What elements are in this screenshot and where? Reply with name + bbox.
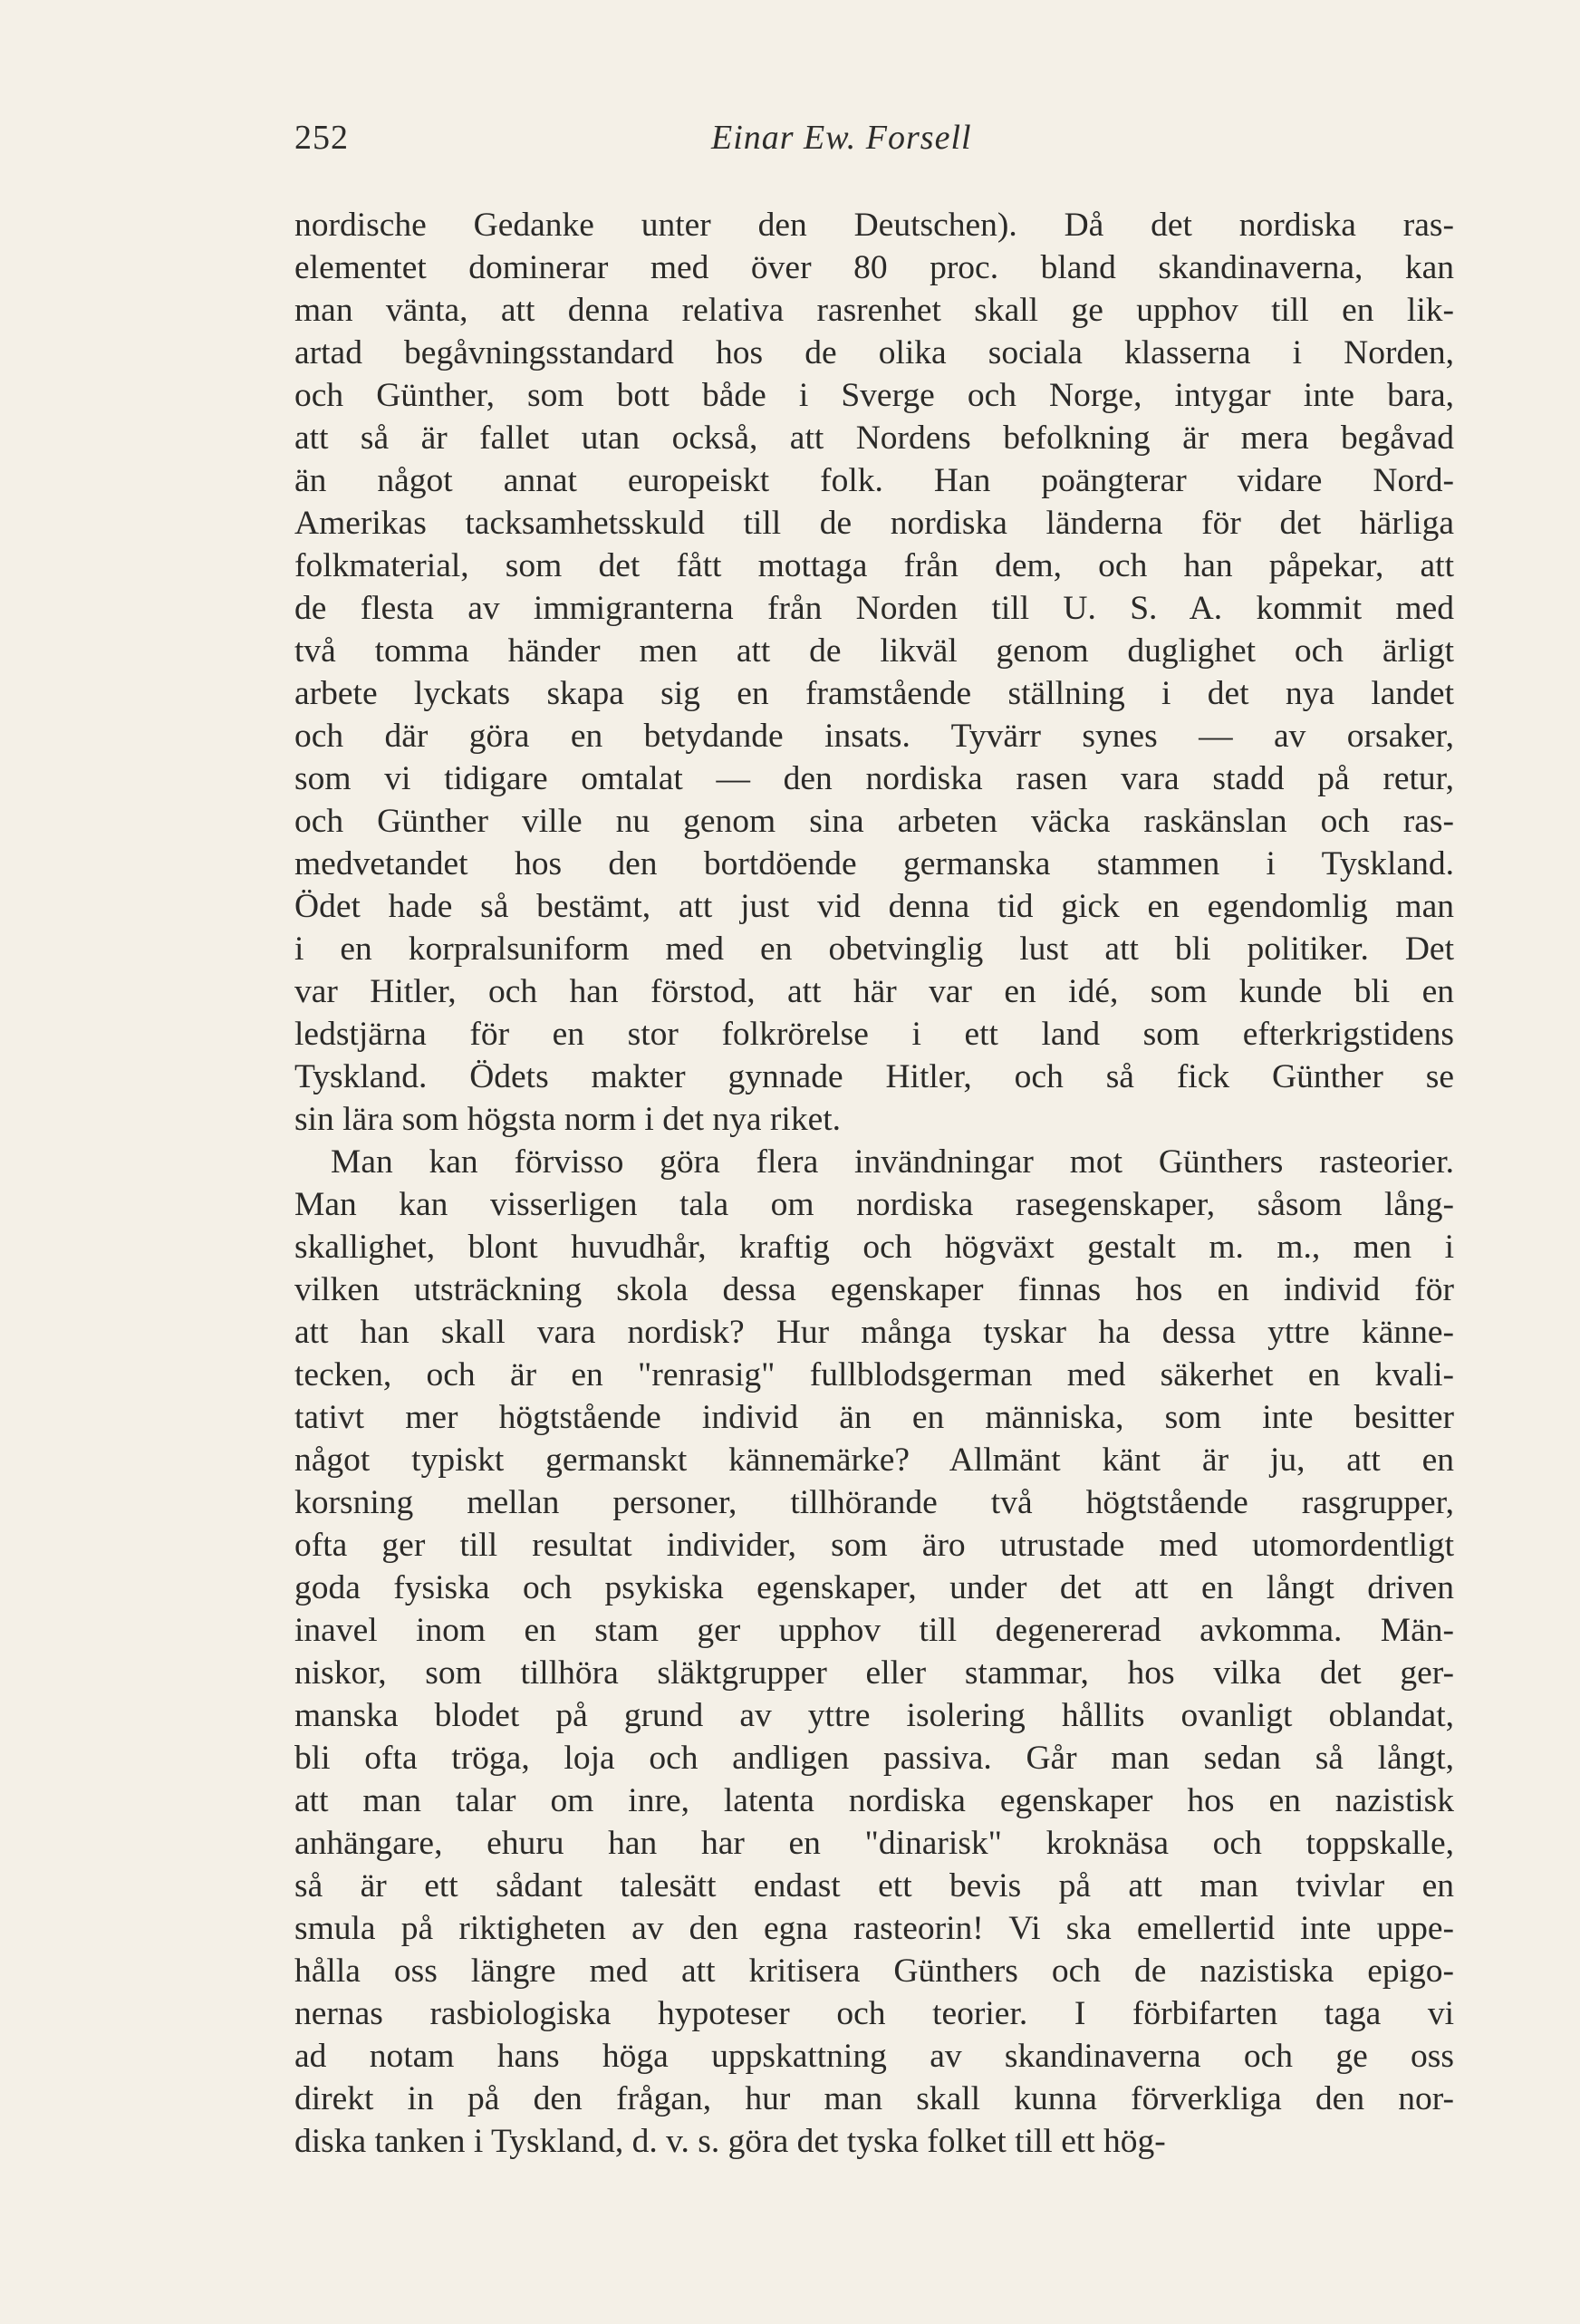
text-line: de flesta av immigranterna från Norden till U. S. A. kommit med bbox=[294, 590, 1454, 627]
text-line: ledstjärna för en stor folkrörelse i ett land som efterkrigstidens bbox=[294, 1016, 1454, 1053]
text-line: korsning mellan personer, tillhörande två högtstående rasgrupper, bbox=[294, 1484, 1454, 1521]
text-line: direkt in på den frågan, hur man skall kunna förverkliga den nor- bbox=[294, 2080, 1454, 2117]
paragraph bbox=[294, 1141, 1454, 2163]
text-line: folkmaterial, som det fått mottaga från dem, och han påpekar, att bbox=[294, 547, 1454, 584]
text-line: att så är fallet utan också, att Nordens befolkning är mera begåvad bbox=[294, 419, 1454, 457]
text-line: medvetandet hos den bortdöende germanska stammen i Tyskland. bbox=[294, 845, 1454, 882]
text-line: och Günther, som bott både i Sverge och Norge, intygar inte bara, bbox=[294, 377, 1454, 414]
text-line: hålla oss längre med att kritisera Günthers och de nazistiska epigo- bbox=[294, 1953, 1454, 1990]
text-line: ofta ger till resultat individer, som äro utrustade med utomordentligt bbox=[294, 1527, 1454, 1564]
text-line: Man kan förvisso göra flera invändningar mot Günthers rasteorier. bbox=[331, 1143, 1454, 1181]
text-line: tativt mer högtstående individ än en människa, som inte besitter bbox=[294, 1399, 1454, 1436]
text-line: Amerikas tacksamhetsskuld till de nordiska länderna för det härliga bbox=[294, 505, 1454, 542]
text-line: bli ofta tröga, loja och andligen passiva. Går man sedan så långt, bbox=[294, 1740, 1454, 1777]
text-line: goda fysiska och psykiska egenskaper, under det att en långt driven bbox=[294, 1569, 1454, 1606]
text-line: än något annat europeiskt folk. Han poängterar vidare Nord- bbox=[294, 462, 1454, 499]
text-line: anhängare, ehuru han har en "dinarisk" kroknäsa och toppskalle, bbox=[294, 1825, 1454, 1862]
text-line: något typiskt germanskt kännemärke? Allmänt känt är ju, att en bbox=[294, 1442, 1454, 1479]
text-line: i en korpralsuniform med en obetvinglig lust att bli politiker. Det bbox=[294, 931, 1454, 968]
paragraph bbox=[294, 204, 1454, 1141]
text-line: inavel inom en stam ger upphov till degenererad avkomma. Män- bbox=[294, 1612, 1454, 1649]
text-line: Ödet hade så bestämt, att just vid denna tid gick en egendomlig man bbox=[294, 888, 1454, 925]
text-line: och Günther ville nu genom sina arbeten väcka raskänslan och ras- bbox=[294, 803, 1454, 840]
text-line: vilken utsträckning skola dessa egenskaper finnas hos en individ för bbox=[294, 1271, 1454, 1308]
text-line: Tyskland. Ödets makter gynnade Hitler, och så fick Günther se bbox=[294, 1058, 1454, 1095]
text-line: Man kan visserligen tala om nordiska rasegenskaper, såsom lång- bbox=[294, 1186, 1454, 1223]
text-line: att man talar om inre, latenta nordiska egenskaper hos en nazistisk bbox=[294, 1782, 1454, 1819]
text-line: smula på riktigheten av den egna rasteorin! Vi ska emellertid inte uppe- bbox=[294, 1910, 1454, 1947]
text-line: och där göra en betydande insats. Tyvärr synes — av orsaker, bbox=[294, 718, 1454, 755]
text-line: var Hitler, och han förstod, att här var en idé, som kunde bli en bbox=[294, 973, 1454, 1010]
text-line: artad begåvningsstandard hos de olika sociala klasserna i Norden, bbox=[294, 334, 1454, 371]
text-line: tecken, och är en "renrasig" fullblodsgerman med säkerhet en kvali- bbox=[294, 1356, 1454, 1393]
text-line: arbete lyckats skapa sig en framstående ställning i det nya landet bbox=[294, 675, 1454, 712]
running-title: Einar Ew. Forsell bbox=[711, 119, 972, 157]
text-line: sin lära som högsta norm i det nya riket. bbox=[294, 1101, 842, 1138]
text-line: man vänta, att denna relativa rasrenhet skall ge upphov till en lik- bbox=[294, 292, 1454, 329]
text-line: elementet dominerar med över 80 proc. bland skandinaverna, kan bbox=[294, 249, 1454, 286]
text-line: nordische Gedanke unter den Deutschen). Då det nordiska ras- bbox=[294, 207, 1454, 244]
text-line: niskor, som tillhöra släktgrupper eller stammar, hos vilka det ger- bbox=[294, 1654, 1454, 1692]
text-line: som vi tidigare omtalat — den nordiska rasen vara stadd på retur, bbox=[294, 760, 1454, 797]
text-line: diska tanken i Tyskland, d. v. s. göra det tyska folket till ett hög- bbox=[294, 2123, 1166, 2160]
text-line: att han skall vara nordisk? Hur många tyskar ha dessa yttre känne- bbox=[294, 1314, 1454, 1351]
page-header bbox=[294, 118, 1454, 181]
body-text bbox=[294, 204, 1454, 2163]
text-line: ad notam hans höga uppskattning av skandinaverna och ge oss bbox=[294, 2038, 1454, 2075]
text-line: så är ett sådant talesätt endast ett bevis på att man tvivlar en bbox=[294, 1867, 1454, 1905]
text-line: manska blodet på grund av yttre isolering hållits ovanligt oblandat, bbox=[294, 1697, 1454, 1734]
page-number: 252 bbox=[294, 119, 349, 157]
text-line: skallighet, blont huvudhår, kraftig och högväxt gestalt m. m., men i bbox=[294, 1229, 1454, 1266]
text-line: nernas rasbiologiska hypoteser och teorier. I förbifarten taga vi bbox=[294, 1995, 1454, 2032]
text-line: två tomma händer men att de likväl genom duglighet och ärligt bbox=[294, 632, 1454, 670]
